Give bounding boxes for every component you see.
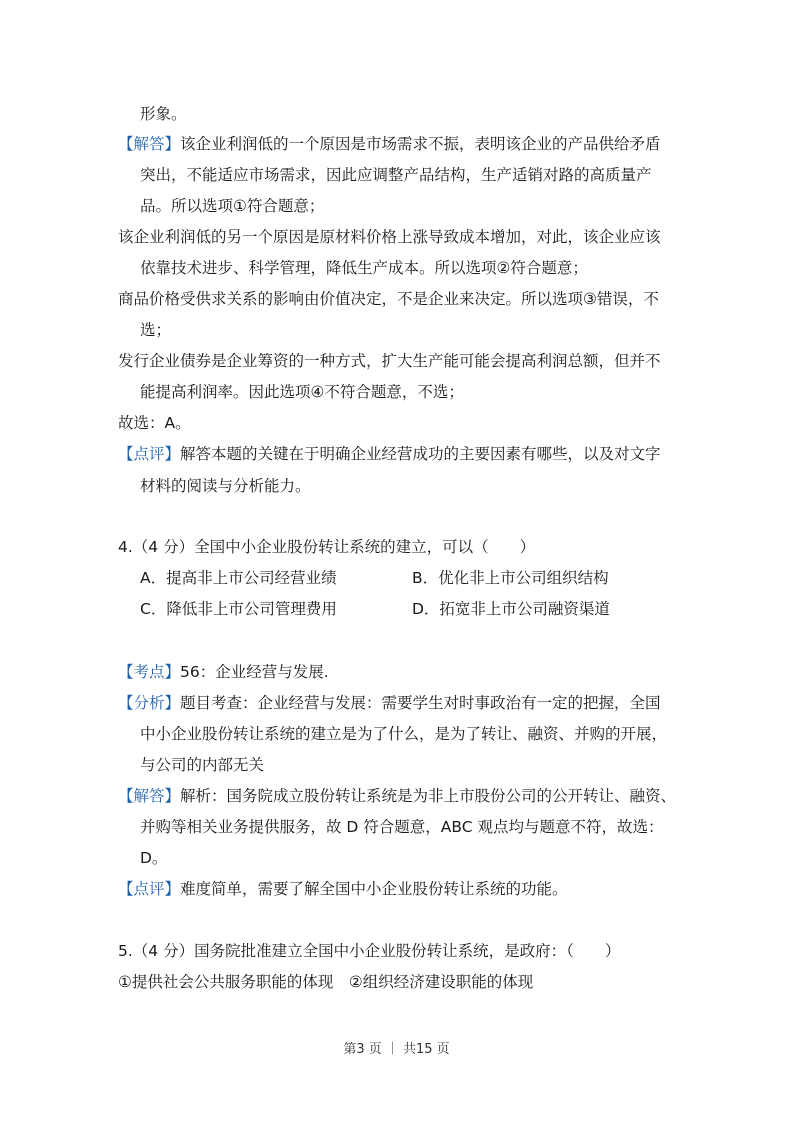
text-line: 形象。 — [140, 105, 187, 123]
analysis-paragraph — [118, 693, 661, 713]
answer-paragraph — [118, 786, 676, 806]
text-line: 解析：国务院成立股份转让系统是为非上市股份公司的公开转让、融资、 — [180, 787, 677, 805]
option-b: B．优化非上市公司组织结构 — [412, 569, 609, 587]
page-footer: 第3 页 ｜ 共15 页 — [343, 1042, 450, 1057]
option-a: A．提高非上市公司经营业绩 — [140, 569, 337, 587]
answer-tag: 【解答】 — [118, 787, 181, 805]
text-line: 突出，不能适应市场需求，因此应调整产品结构，生产适销对路的高质量产 — [140, 166, 652, 184]
text-line: 难度简单，需要了解全国中小企业股份转让系统的功能。 — [180, 880, 568, 898]
answer-paragraph — [118, 134, 661, 154]
text-line: 发行企业债券是企业筹资的一种方式，扩大生产能可能会提高利润总额，但并不 — [118, 352, 661, 370]
text-line: 故选：A。 — [118, 414, 191, 432]
question-4: 4.（4 分）全国中小企业股份转让系统的建立，可以（ ） — [118, 538, 536, 556]
text-line: 选； — [140, 321, 172, 339]
text-line: 品。所以选项①符合题意； — [140, 197, 325, 215]
text-line: 解答本题的关键在于明确企业经营成功的主要因素有哪些，以及对文字 — [180, 445, 661, 463]
text-line: 该企业利润低的另一个原因是原材料价格上涨导致成本增加，对此，该企业应该 — [118, 228, 661, 246]
comment-tag: 【点评】 — [118, 445, 181, 463]
text-line: 商品价格受供求关系的影响由价值决定，不是企业来决定。所以选项③错误，不 — [118, 290, 659, 308]
answer-tag: 【解答】 — [118, 135, 181, 153]
text-line: 并购等相关业务提供服务，故 D 符合题意，ABC 观点均与题意不符，故选： — [140, 818, 664, 836]
knowledge-tag: 【考点】 — [118, 663, 181, 681]
comment-paragraph — [118, 879, 568, 899]
question-5: 5.（4 分）国务院批准建立全国中小企业股份转让系统，是政府：（ ） — [118, 942, 621, 960]
text-line: 题目考查：企业经营与发展：需要学生对时事政治有一定的把握，全国 — [180, 694, 661, 712]
analysis-tag: 【分析】 — [118, 694, 181, 712]
text-line: D。 — [140, 849, 168, 867]
text-line: 56：企业经营与发展. — [180, 663, 329, 681]
text-line: 该企业利润低的一个原因是市场需求不振，表明该企业的产品供给矛盾 — [180, 135, 661, 153]
knowledge-point — [118, 662, 329, 682]
text-line: 与公司的内部无关 — [140, 756, 265, 774]
text-line: 依靠技术进步、科学管理，降低生产成本。所以选项②符合题意； — [140, 259, 588, 277]
comment-paragraph — [118, 444, 661, 464]
text-line: 中小企业股份转让系统的建立是为了什么，是为了转让、融资、并购的开展， — [140, 725, 668, 743]
option-d: D．拓宽非上市公司融资渠道 — [412, 600, 610, 618]
question-5-options: ①提供社会公共服务职能的体现 ②组织经济建设职能的体现 — [118, 973, 534, 991]
text-line: 能提高利润率。因此选项④不符合题意，不选； — [140, 383, 464, 401]
text-line: 材料的阅读与分析能力。 — [140, 477, 311, 495]
comment-tag: 【点评】 — [118, 880, 181, 898]
option-c: C．降低非上市公司管理费用 — [140, 600, 337, 618]
